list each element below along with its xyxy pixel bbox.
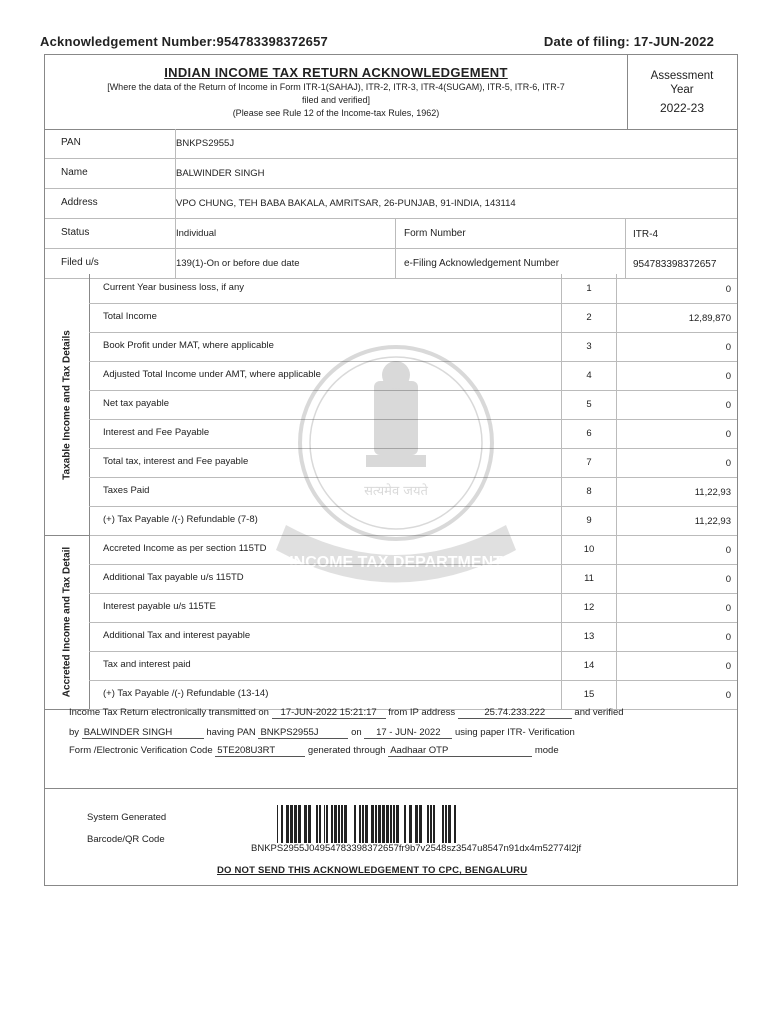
- info-row-address: [45, 189, 737, 219]
- row-description: Adjusted Total Income under AMT, where applicable: [103, 369, 321, 380]
- status-value: Individual: [176, 228, 217, 239]
- transmitted-datetime: 17-JUN-2022 15:21:17: [272, 707, 386, 719]
- row-amount: 12,89,870: [688, 313, 731, 324]
- row-amount: 0: [725, 661, 731, 672]
- header-subtitle-2: filed and verified]: [301, 95, 371, 105]
- row-amount: 0: [725, 342, 731, 353]
- row-description: Tax and interest paid: [103, 659, 191, 670]
- row-amount: 0: [725, 603, 731, 614]
- row-description: Total Income: [103, 311, 157, 322]
- row-description: Net tax payable: [103, 398, 170, 409]
- table-row: [89, 622, 737, 652]
- table-row: [89, 651, 737, 681]
- row-number: 4: [561, 361, 617, 390]
- barcode-icon: [277, 805, 457, 843]
- taxable-income-section: [45, 274, 737, 536]
- row-amount: 0: [725, 545, 731, 556]
- row-description: (+) Tax Payable /(-) Refundable (13-14): [103, 688, 269, 699]
- table-row: [89, 535, 737, 565]
- table-row: [89, 390, 737, 420]
- efiling-ack-label: e-Filing Acknowledgement Number: [404, 258, 560, 269]
- table-row: [89, 593, 737, 623]
- barcode-text: BNKPS2955J04954783398372657fr9b7v2548sz3547u8547n91dx4m52774l2jf: [251, 843, 582, 854]
- row-description: Additional Tax and interest payable: [103, 630, 251, 641]
- row-number: 9: [561, 506, 617, 535]
- header-title-block: [45, 55, 628, 129]
- table-row: [89, 680, 737, 710]
- ip-address: 25.74.233.222: [458, 707, 572, 719]
- section-label-accreted: Accreted Income and Tax Detail: [45, 535, 90, 709]
- row-amount: 11,22,93: [694, 487, 731, 498]
- row-description: Book Profit under MAT, where applicable: [103, 340, 274, 351]
- seal-department-name: INCOME TAX DEPARTMENT: [289, 554, 503, 571]
- assessment-label: Assessment: [650, 70, 714, 82]
- row-amount: 0: [725, 429, 731, 440]
- filed-label: Filed u/s: [61, 257, 99, 268]
- table-row: [89, 332, 737, 362]
- table-row: [89, 564, 737, 594]
- do-not-send-notice: DO NOT SEND THIS ACKNOWLEDGEMENT TO CPC, BENGALURU: [217, 865, 528, 876]
- pan-label: PAN: [61, 137, 81, 148]
- table-row: [89, 303, 737, 333]
- assessment-year-block: [627, 55, 737, 129]
- row-amount: 0: [725, 284, 731, 295]
- row-amount: 0: [725, 574, 731, 585]
- verification-line-1: Income Tax Return electronically transmitted on 17-JUN-2022 15:21:17 from IP address 25.74.233.222 and verified: [69, 707, 624, 718]
- taxpayer-info: [45, 129, 737, 279]
- name-value: BALWINDER SINGH: [176, 168, 265, 179]
- header-subtitle-3: (Please see Rule 12 of the Income-tax Rules, 1962): [232, 108, 440, 118]
- verification-line-2: by BALWINDER SINGH having PAN BNKPS2955J on 17 - JUN- 2022 using paper ITR- Verification: [69, 727, 575, 738]
- header: [45, 55, 737, 130]
- acknowledgement-sheet: [44, 54, 738, 886]
- row-amount: 0: [725, 400, 731, 411]
- assessment-year-value: 2022-23: [659, 101, 705, 115]
- year-label: Year: [670, 84, 694, 96]
- table-row: [89, 419, 737, 449]
- filed-value: 139(1)-On or before due date: [176, 258, 300, 269]
- row-number: 10: [561, 535, 617, 564]
- table-row: [89, 477, 737, 507]
- verified-pan: BNKPS2955J: [258, 727, 348, 739]
- row-number: 6: [561, 419, 617, 448]
- info-row-name: [45, 159, 737, 189]
- info-row-status: [45, 219, 737, 249]
- row-number: 7: [561, 448, 617, 477]
- table-row: [89, 448, 737, 478]
- status-label: Status: [61, 227, 90, 238]
- row-description: Interest payable u/s 115TE: [103, 601, 216, 612]
- row-number: 2: [561, 303, 617, 332]
- row-amount: 0: [725, 690, 731, 701]
- row-description: Accreted Income as per section 115TD: [103, 543, 267, 554]
- row-number: 15: [561, 680, 617, 709]
- header-subtitle-1: [Where the data of the Return of Income in Form ITR-1(SAHAJ), ITR-2, ITR-3, ITR-4(SUGAM), ITR-5, ITR-6, ITR-7: [107, 82, 565, 92]
- row-number: 14: [561, 651, 617, 680]
- row-number: 3: [561, 332, 617, 361]
- verification-line-3: Form /Electronic Verification Code 5TE208U3RT generated through Aadhaar OTP mode: [69, 745, 559, 756]
- row-number: 5: [561, 390, 617, 419]
- row-description: Additional Tax payable u/s 115TD: [103, 572, 244, 583]
- row-amount: 0: [725, 458, 731, 469]
- row-description: (+) Tax Payable /(-) Refundable (7-8): [103, 514, 258, 525]
- row-description: Taxes Paid: [103, 485, 150, 496]
- row-description: Current Year business loss, if any: [103, 282, 244, 293]
- seal-motto: सत्यमेव जयते: [364, 484, 428, 499]
- info-row-pan: [45, 129, 737, 159]
- system-generated-label: System Generated Barcode/QR Code: [87, 812, 167, 845]
- row-amount: 0: [725, 632, 731, 643]
- table-row: [89, 361, 737, 391]
- row-number: 13: [561, 622, 617, 651]
- row-number: 11: [561, 564, 617, 593]
- efiling-ack-value: 954783398372657: [633, 259, 717, 270]
- generated-through: Aadhaar OTP: [388, 745, 532, 757]
- table-row: [89, 506, 737, 536]
- barcode-section: [45, 788, 737, 885]
- table-row: [89, 274, 737, 304]
- verified-by: BALWINDER SINGH: [82, 727, 204, 739]
- address-label: Address: [61, 197, 98, 208]
- row-description: Interest and Fee Payable: [103, 427, 210, 438]
- acknowledgement-number: Acknowledgement Number:954783398372657: [40, 34, 328, 49]
- row-number: 1: [561, 274, 617, 303]
- row-description: Total tax, interest and Fee payable: [103, 456, 249, 467]
- row-number: 8: [561, 477, 617, 506]
- name-label: Name: [61, 167, 88, 178]
- verified-on: 17 - JUN- 2022: [364, 727, 452, 739]
- row-number: 12: [561, 593, 617, 622]
- pan-value: BNKPS2955J: [176, 138, 235, 149]
- date-of-filing: Date of filing: 17-JUN-2022: [543, 34, 714, 49]
- verification-code: 5TE208U3RT: [215, 745, 305, 757]
- address-value: VPO CHUNG, TEH BABA BAKALA, AMRITSAR, 26-PUNJAB, 91-INDIA, 143114: [176, 198, 516, 209]
- form-number-label: Form Number: [404, 228, 466, 239]
- form-number-value: ITR-4: [633, 229, 658, 240]
- row-amount: 11,22,93: [694, 516, 731, 527]
- top-line: [40, 26, 714, 49]
- section-label-taxable: Taxable Income and Tax Details: [45, 274, 90, 535]
- page-title: INDIAN INCOME TAX RETURN ACKNOWLEDGEMENT: [164, 65, 508, 80]
- accreted-income-section: [45, 535, 737, 710]
- row-amount: 0: [725, 371, 731, 382]
